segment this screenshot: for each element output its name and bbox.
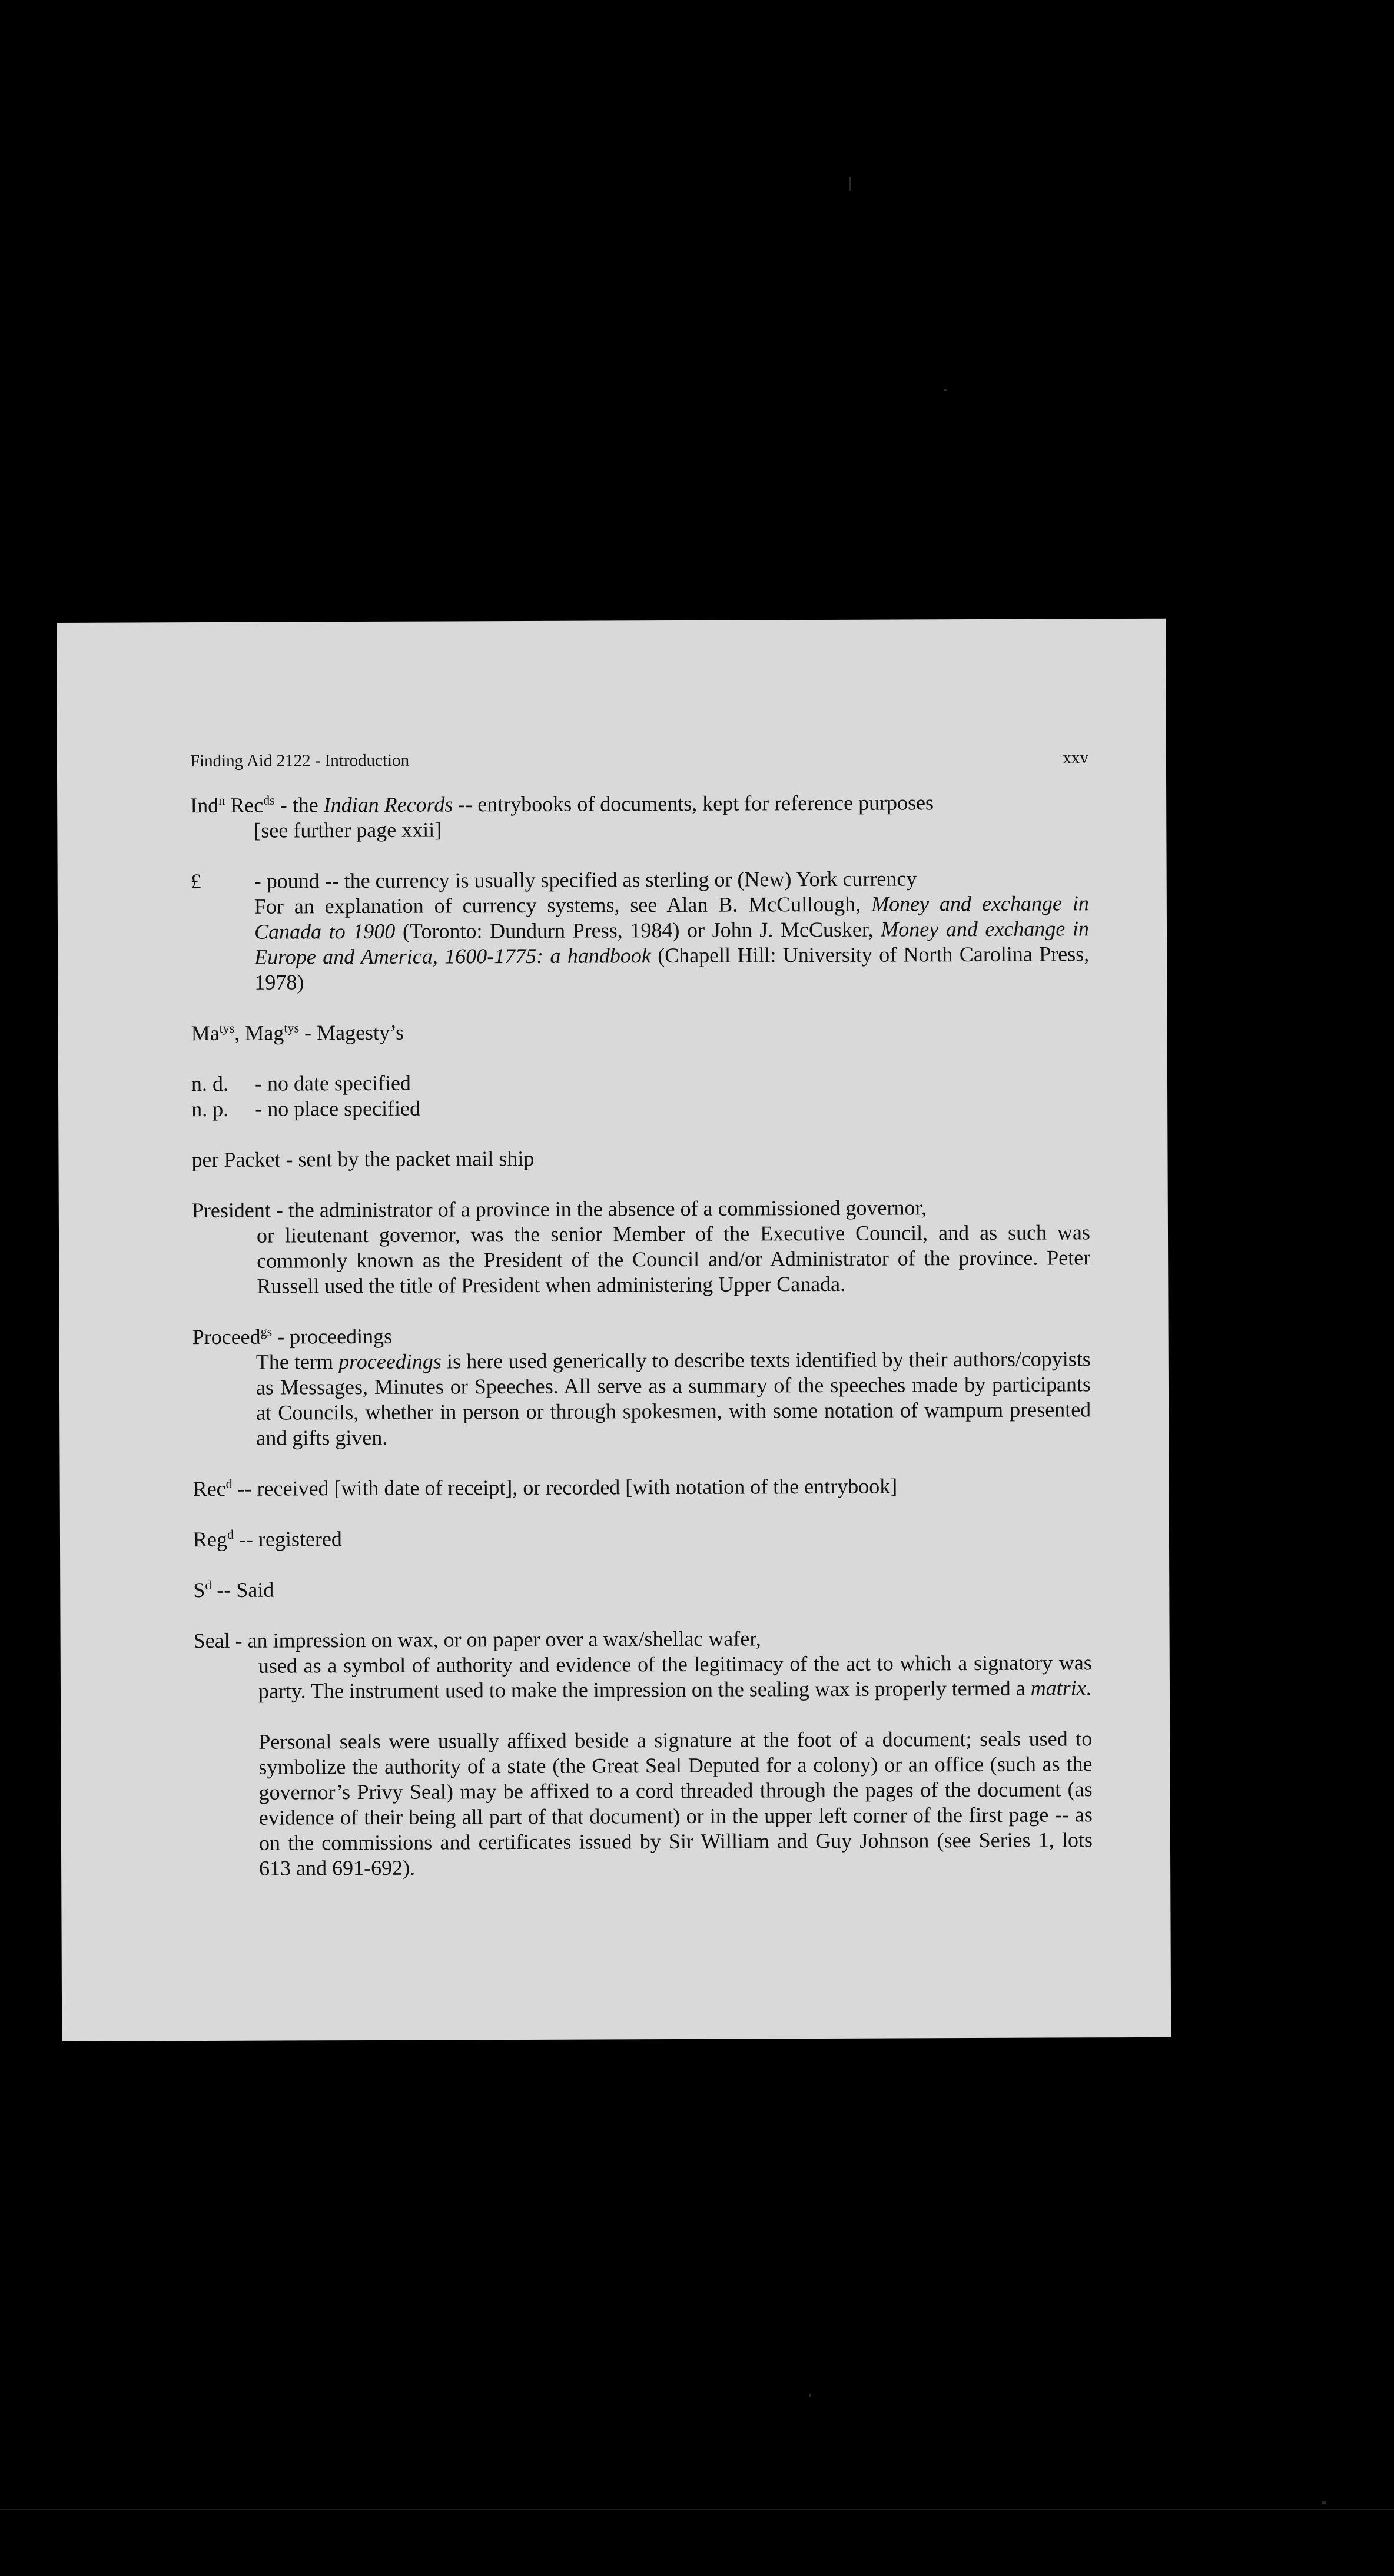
- entry-ind-recs-line2: [see further page xxii]: [254, 818, 442, 842]
- entry-president: [192, 1194, 1091, 1299]
- entry-ind-recs-line1: [190, 789, 1088, 818]
- explanation-text: For an explanation of currency systems, see Alan B. McCullough,: [254, 892, 872, 918]
- proceedings-body: [192, 1346, 1091, 1451]
- president-line1: President - the administrator of a province in the absence of a commissioned governor,: [191, 1196, 927, 1223]
- italic-title: Indian Records: [323, 792, 453, 817]
- definition-text: -- Said: [211, 1578, 274, 1602]
- entry-sd: [193, 1574, 1091, 1603]
- pound-definition: - pound -- the currency is usually specified as sterling or (New) York currency: [254, 867, 917, 893]
- definition-text: - Magesty’s: [298, 1020, 404, 1045]
- entry-pound-row: [191, 865, 1089, 894]
- italic-title: Money and exchange in Europe and America, 1600-1775: a handbook: [254, 917, 1090, 969]
- body-text: The term: [255, 1350, 339, 1374]
- definition-text: -- registered: [233, 1527, 342, 1551]
- definition-text: -- entrybooks of documents, kept for reference purposes: [453, 791, 934, 816]
- term-text: Ma: [191, 1021, 220, 1045]
- entry-regd: [193, 1523, 1091, 1552]
- superscript: gs: [260, 1324, 273, 1339]
- entry-np-row: [191, 1093, 1090, 1122]
- page-content: [190, 619, 1093, 1880]
- superscript: d: [225, 1476, 233, 1491]
- entry-np: [191, 1093, 1090, 1122]
- entry-nd: [191, 1068, 1090, 1097]
- entry-pound: [191, 865, 1090, 995]
- running-header: [190, 748, 1088, 771]
- superscript: tys: [219, 1020, 235, 1035]
- italic-term: matrix: [1030, 1676, 1086, 1700]
- page-number: xxv: [1063, 748, 1088, 768]
- entry-recd: [193, 1473, 1091, 1502]
- superscript: n: [218, 792, 225, 808]
- definition-text: - proceedings: [272, 1324, 393, 1349]
- explanation-text: (Chapell Hill: University of North Carolina Press, 1978): [254, 942, 1090, 994]
- term-text: Ind: [190, 793, 219, 818]
- explanation-text: (Toronto: Dundurn Press, 1984) or John J. McCusker,: [395, 917, 881, 943]
- glossary: [190, 789, 1093, 1907]
- body-text: .: [1086, 1676, 1091, 1700]
- entry-matys: [191, 1017, 1090, 1046]
- scanned-page: [57, 619, 1171, 2041]
- seal-line1: Seal - an impression on wax, or on paper over a wax/shellac wafer,: [193, 1626, 761, 1653]
- body-text: used as a symbol of authority and evidence of the legitimacy of the act to which a signatory was party. The instrument used to make the impression on the sealing wax is properly termed a: [258, 1651, 1092, 1703]
- term-text: Proceed: [192, 1324, 261, 1349]
- pound-symbol: £: [190, 869, 201, 894]
- superscript: d: [205, 1578, 212, 1593]
- entry-proceedings: [192, 1321, 1091, 1451]
- italic-term: proceedings: [338, 1349, 442, 1374]
- superscript: ds: [263, 792, 275, 808]
- term-text: Rec: [225, 793, 264, 817]
- pound-explanation: [191, 891, 1090, 995]
- term-text: Reg: [192, 1527, 228, 1552]
- italic-title: Money and exchange in Canada to 1900: [254, 891, 1089, 944]
- nd-definition: - no date specified: [254, 1071, 411, 1096]
- term-text: S: [193, 1578, 205, 1602]
- scan-edge-line: [0, 2509, 1394, 2510]
- entry-nd-row: [191, 1068, 1090, 1097]
- entry-packet: per Packet - sent by the packet mail ship: [191, 1146, 535, 1172]
- definition-text: -- received [with date of receipt], or recorded [with notation of the entrybook]: [232, 1474, 898, 1501]
- scan-speck: [849, 177, 851, 191]
- term-text: , Mag: [234, 1021, 284, 1045]
- superscript: tys: [284, 1020, 300, 1035]
- seal-paragraph-1: [194, 1650, 1092, 1704]
- scan-speck: [809, 2394, 811, 2397]
- np-definition: - no place specified: [255, 1096, 421, 1121]
- nd-term: n. d.: [191, 1071, 229, 1096]
- superscript: d: [227, 1526, 234, 1542]
- seal-paragraph-2: Personal seals were usually affixed beside a signature at the foot of a document; seals used to symbolize the authority of a state (the Great Seal Deputed for a colony) or an office (such as the governor’s Privy Seal) may be affixed to a cord threaded through the pages of the document (as evidence of their being all part of that document) or in the upper left corner of the first page -- as on the commissions and certificates issued by Sir William and Guy Johnson (see Series 1, lots 613 and 691-692).: [258, 1727, 1093, 1880]
- term-text: Rec: [192, 1476, 226, 1501]
- body-text: is here used generically to describe texts identified by their authors/copyists as Messages, Minutes or Speeches. All serve as a summary of the speeches made by participants at Councils, whether in person or through spokesmen, with some notation of wampum presented and gifts given.: [255, 1347, 1091, 1450]
- entry-seal: [194, 1625, 1093, 1881]
- header-title: Finding Aid 2122 - Introduction: [190, 751, 410, 771]
- scan-speck: [944, 389, 947, 391]
- proceedings-line1: [192, 1321, 1091, 1350]
- entry-ind-recs: [190, 789, 1088, 844]
- definition-text: - the: [274, 793, 324, 817]
- president-body: or lieutenant governor, was the senior Member of the Executive Council, and as such was commonly known as the President of the Council and/or Administrator of the province. Peter Russell used the title of President when administering Upper Canada.: [256, 1220, 1091, 1298]
- np-term: n. p.: [191, 1097, 229, 1121]
- scan-speck: [1322, 2501, 1326, 2504]
